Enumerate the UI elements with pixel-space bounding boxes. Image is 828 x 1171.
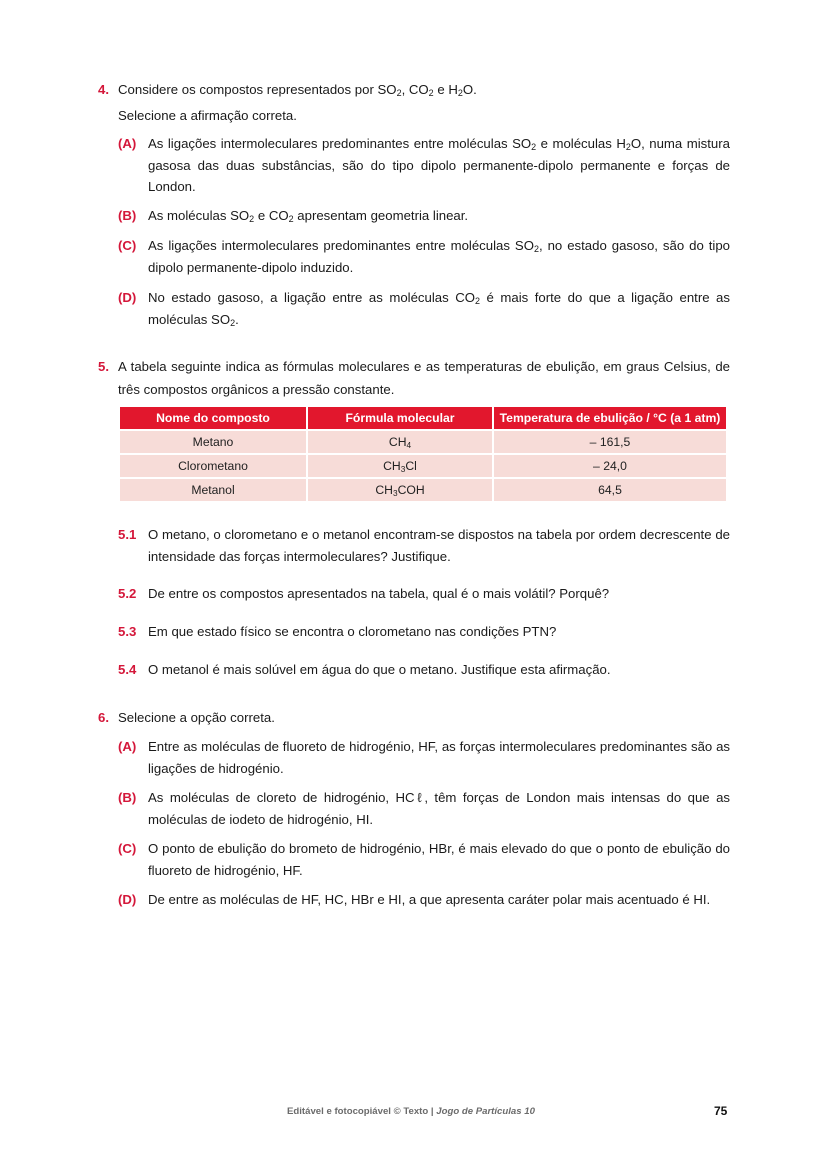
subquestion-text: O metanol é mais solúvel em água do que o metano. Justifique esta afirmação. [148,662,611,677]
page-footer [287,1106,535,1117]
option-label: (D) [118,290,137,305]
q6-option-d [118,889,730,911]
table-row [120,431,726,453]
option-text: De entre as moléculas de HF, HC, HBr e HI, a que apresenta caráter polar mais acentuado é HI. [148,892,711,907]
table-row [120,479,726,501]
subquestion-text: De entre os compostos apresentados na tabela, qual é o mais volátil? Porquê? [148,586,610,601]
q4-option-b [118,205,730,227]
subquestion-text: Em que estado físico se encontra o clorometano nas condições PTN? [148,624,557,639]
subquestion-5-2 [118,583,730,605]
subquestion-number: 5.2 [118,586,137,601]
boiling-temperature: 64,5 [494,479,726,501]
option-text: O ponto de ebulição do brometo de hidrogénio, HBr, é mais elevado do que o ponto de ebulição do fluoreto de hidrogénio, HF. [148,841,730,878]
question-instruction: Selecione a afirmação correta. [118,108,297,123]
compound-name: Metano [120,431,306,453]
compound-formula: $CH_4$ [308,431,492,453]
q4-option-d [118,287,730,330]
option-label: (A) [118,739,137,754]
subquestion-5-3 [118,621,730,643]
book-title: Jogo de Partículas 10 [436,1106,535,1117]
compound-name: Metanol [120,479,306,501]
boiling-temperature: – 24,0 [494,455,726,477]
question-stem: A tabela seguinte indica as fórmulas moleculares e as temperaturas de ebulição, em graus Celsius, de três compostos orgânicos a pressão constante. [118,359,730,397]
question-4 [98,78,730,127]
question-number: 6. [98,710,109,725]
option-label: (C) [118,238,137,253]
option-label: (A) [118,136,137,151]
table-header-row [120,407,726,429]
q4-option-c [118,235,730,278]
compound-formula: $CH_3COH$ [308,479,492,501]
subquestion-number: 5.4 [118,662,137,677]
q6-option-a [118,736,730,779]
subquestion-text: O metano, o clorometano e o metanol encontram-se dispostos na tabela por ordem decrescente de intensidade das forças intermoleculares? Justifique. [148,527,730,564]
table-row [120,455,726,477]
option-text: As moléculas de cloreto de hidrogénio, HCℓ, têm forças de London mais intensas do que as moléculas de iodeto de hidrogénio, HI. [148,790,730,827]
option-label: (C) [118,841,137,856]
option-label: (B) [118,790,137,805]
column-header-temperature: Temperatura de ebulição / °C (a 1 atm) [494,407,726,429]
option-label: (D) [118,892,137,907]
question-stem: Considere os compostos representados por $SO_2$, $CO_2$ e $H_2O$. [118,82,477,99]
option-text: As moléculas $SO_2$ e $CO_2$ apresentam geometria linear. [148,208,469,225]
question-number: 4. [98,82,109,97]
q6-option-c [118,838,730,881]
copyright-text: Editável e fotocopiável © Texto | [287,1106,437,1117]
option-text: No estado gasoso, a ligação entre as moléculas $CO_2$ é mais forte do que a ligação entre as moléculas $SO_2$. [148,290,730,328]
column-header-name: Nome do composto [120,407,306,429]
question-5 [98,355,730,401]
q6-option-b [118,787,730,830]
question-number: 5. [98,359,109,374]
subquestion-number: 5.1 [118,527,137,542]
subquestion-number: 5.3 [118,624,137,639]
compound-name: Clorometano [120,455,306,477]
option-text: As ligações intermoleculares predominantes entre moléculas $SO_2$, no estado gasoso, são do tipo dipolo permanente-dipolo induzido. [148,238,730,275]
subquestion-5-1 [118,524,730,567]
q4-option-a [118,133,730,198]
page-number: 75 [714,1104,728,1118]
option-text: Entre as moléculas de fluoreto de hidrogénio, HF, as forças intermoleculares predominantes são as ligações de hidrogénio. [148,739,730,776]
option-label: (B) [118,208,137,223]
compound-formula: $CH_3Cl$ [308,455,492,477]
option-text: As ligações intermoleculares predominantes entre moléculas $SO_2$ e moléculas $H_2O$, numa mistura gasosa das duas substâncias, são do tipo dipolo permanente-dipolo permanente e forças de London. [148,136,730,194]
column-header-formula: Fórmula molecular [308,407,492,429]
question-stem: Selecione a opção correta. [118,710,275,725]
question-6 [98,706,730,729]
boiling-point-table [118,405,728,503]
subquestion-5-4 [118,659,730,681]
boiling-temperature: – 161,5 [494,431,726,453]
